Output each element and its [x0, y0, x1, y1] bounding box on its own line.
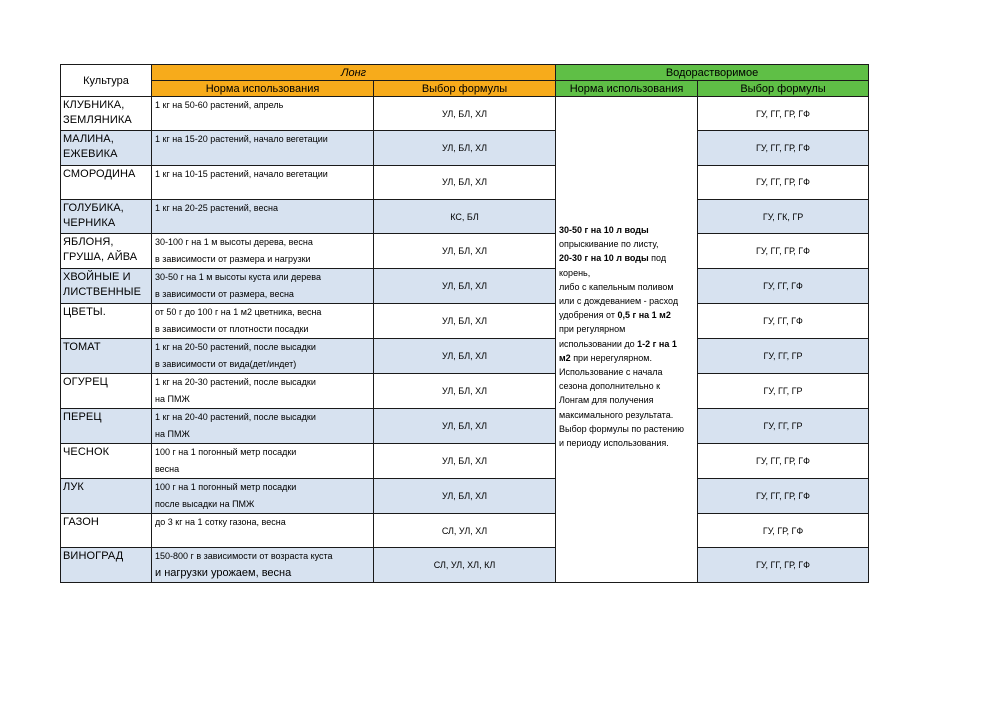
- water-norm-dose-irregular: 1-2 г на 1: [637, 338, 677, 349]
- long-norm-cell: [152, 444, 374, 479]
- long-norm-line-1: 1 кг на 20-50 растений, после высадки: [155, 342, 316, 353]
- long-formula: УЛ, БЛ, ХЛ: [374, 374, 556, 409]
- long-norm-line-2: и нагрузки урожаем, весна: [155, 567, 292, 580]
- long-norm-cell: [152, 514, 374, 548]
- water-norm-text: и периоду использования.: [559, 438, 669, 449]
- long-norm-cell: [152, 479, 374, 514]
- long-norm-cell: [152, 409, 374, 444]
- water-norm-text: корень,: [559, 267, 591, 278]
- table-row: [61, 304, 869, 339]
- water-norm-text: под: [648, 253, 667, 264]
- header-culture: Культура: [61, 65, 152, 97]
- water-formula: ГУ, ГГ, ГР: [698, 409, 869, 444]
- water-formula: ГУ, ГГ, ГФ: [698, 304, 869, 339]
- water-norm-text: максимального результата.: [559, 409, 674, 420]
- long-norm-line-2: на ПМЖ: [155, 394, 190, 405]
- long-norm-line-1: до 3 кг на 1 сотку газона, весна: [155, 517, 286, 528]
- long-formula: КС, БЛ: [374, 199, 556, 233]
- long-norm-line-1: 1 кг на 20-30 растений, после высадки: [155, 377, 316, 388]
- water-norm-dose-regular: 0,5 г на 1 м2: [617, 310, 671, 321]
- fertilizer-table: [60, 64, 869, 583]
- water-formula: ГУ, ГГ, ГР, ГФ: [698, 444, 869, 479]
- water-norm-text: Выбор формулы по растению: [559, 423, 685, 434]
- table-row: [61, 234, 869, 269]
- water-norm-text: при нерегулярном.: [570, 352, 652, 363]
- long-norm-line-1: 1 кг на 50-60 растений, апрель: [155, 100, 284, 110]
- long-norm-line-1: 1 кг на 10-15 растений, начало вегетации: [155, 168, 328, 179]
- water-formula: ГУ, ГР, ГФ: [698, 514, 869, 548]
- water-norm-dose-leaf: 30-50 г на 10 л воды: [559, 225, 649, 235]
- table-row: [61, 479, 869, 514]
- long-formula: УЛ, БЛ, ХЛ: [374, 234, 556, 269]
- culture-name: ГОЛУБИКА, ЧЕРНИКА: [61, 199, 152, 233]
- long-formula: УЛ, БЛ, ХЛ: [374, 479, 556, 514]
- long-formula: УЛ, БЛ, ХЛ: [374, 131, 556, 165]
- long-norm-line-1: 30-100 г на 1 м высоты дерева, весна: [155, 237, 313, 248]
- long-formula: УЛ, БЛ, ХЛ: [374, 339, 556, 374]
- long-norm-line-2: в зависимости от размера, весна: [155, 289, 294, 300]
- long-formula: УЛ, БЛ, ХЛ: [374, 269, 556, 304]
- water-formula: ГУ, ГГ, ГР, ГФ: [698, 234, 869, 269]
- long-norm-cell: [152, 131, 374, 165]
- long-formula: УЛ, БЛ, ХЛ: [374, 304, 556, 339]
- table-row: [61, 131, 869, 165]
- water-norm-text: Лонгам для получения: [559, 395, 654, 406]
- long-formula: УЛ, БЛ, ХЛ: [374, 409, 556, 444]
- culture-name: ТОМАТ: [61, 339, 152, 374]
- long-norm-line-2: после высадки на ПМЖ: [155, 499, 255, 510]
- table-row: [61, 97, 869, 131]
- long-norm-line-1: от 50 г до 100 г на 1 м2 цветника, весна: [155, 307, 322, 318]
- long-norm-line-1: 30-50 г на 1 м высоты куста или дерева: [155, 272, 321, 283]
- long-formula: УЛ, БЛ, ХЛ: [374, 444, 556, 479]
- long-norm-line-2: в зависимости от плотности посадки: [155, 324, 309, 335]
- long-norm-line-2: в зависимости от размера и нагрузки: [155, 254, 311, 265]
- table-row: [61, 548, 869, 583]
- table-row: [61, 444, 869, 479]
- table-row: [61, 339, 869, 374]
- long-norm-cell: [152, 374, 374, 409]
- header-water-soluble: Водорастворимое: [556, 65, 869, 81]
- header-water-formula: Выбор формулы: [698, 81, 869, 97]
- long-norm-line-2: в зависимости от вида(дет/индет): [155, 359, 297, 370]
- water-norm-text: удобрения от: [559, 310, 618, 321]
- culture-name: ВИНОГРАД: [61, 548, 152, 583]
- water-formula: ГУ, ГГ, ГР, ГФ: [698, 131, 869, 165]
- long-formula: СЛ, УЛ, ХЛ: [374, 514, 556, 548]
- long-norm-cell: [152, 339, 374, 374]
- long-norm-cell: [152, 548, 374, 583]
- long-norm-line-2: весна: [155, 464, 180, 475]
- table-row: [61, 199, 869, 233]
- long-norm-line-1: 1 кг на 15-20 растений, начало вегетации: [155, 134, 328, 145]
- culture-name: ГАЗОН: [61, 514, 152, 548]
- table-body: [61, 97, 869, 583]
- water-norm-text: либо с капельным поливом: [559, 281, 674, 292]
- water-norm-text: или с дождеванием - расход: [559, 296, 679, 307]
- table-row: [61, 165, 869, 199]
- header-long-formula: Выбор формулы: [374, 81, 556, 97]
- water-formula: ГУ, ГК, ГР: [698, 199, 869, 233]
- long-formula: СЛ, УЛ, ХЛ, КЛ: [374, 548, 556, 583]
- long-formula: УЛ, БЛ, ХЛ: [374, 97, 556, 131]
- water-norm-text: при регулярном: [559, 324, 626, 335]
- water-norm-cell: [556, 97, 698, 583]
- culture-name: ЯБЛОНЯ, ГРУША, АЙВА: [61, 234, 152, 269]
- long-norm-line-1: 100 г на 1 погонный метр посадки: [155, 447, 297, 458]
- table-row: [61, 409, 869, 444]
- culture-name: ЧЕСНОК: [61, 444, 152, 479]
- culture-name: СМОРОДИНА: [61, 165, 152, 199]
- culture-name: ХВОЙНЫЕ И ЛИСТВЕННЫЕ: [61, 269, 152, 304]
- culture-name: МАЛИНА, ЕЖЕВИКА: [61, 131, 152, 165]
- long-norm-line-2: на ПМЖ: [155, 429, 190, 440]
- long-norm-cell: [152, 304, 374, 339]
- long-norm-line-1: 1 кг на 20-40 растений, после высадки: [155, 412, 316, 423]
- long-norm-line-1: 150-800 г в зависимости от возраста куста: [155, 551, 333, 562]
- long-formula: УЛ, БЛ, ХЛ: [374, 165, 556, 199]
- table-row: [61, 514, 869, 548]
- water-formula: ГУ, ГГ, ГР, ГФ: [698, 165, 869, 199]
- water-formula: ГУ, ГГ, ГР, ГФ: [698, 97, 869, 131]
- long-norm-line-1: 100 г на 1 погонный метр посадки: [155, 482, 297, 493]
- long-norm-cell: [152, 269, 374, 304]
- water-norm-text: Использование с начала: [559, 367, 663, 378]
- long-norm-cell: [152, 165, 374, 199]
- header-water-norm: Норма использования: [556, 81, 698, 97]
- long-norm-cell: [152, 199, 374, 233]
- culture-name: КЛУБНИКА, ЗЕМЛЯНИКА: [61, 97, 152, 131]
- water-formula: ГУ, ГГ, ГР, ГФ: [698, 548, 869, 583]
- long-norm-line-1: 1 кг на 20-25 растений, весна: [155, 202, 278, 213]
- table-row: [61, 374, 869, 409]
- culture-name: ОГУРЕЦ: [61, 374, 152, 409]
- water-norm-dose-unit: м2: [559, 352, 571, 363]
- table-row: [61, 269, 869, 304]
- header-long: Лонг: [152, 65, 556, 81]
- culture-name: ЦВЕТЫ.: [61, 304, 152, 339]
- culture-name: ЛУК: [61, 479, 152, 514]
- water-norm-text: опрыскивание по листу,: [559, 239, 659, 250]
- water-norm-text: сезона дополнительно к: [559, 381, 661, 392]
- water-norm-dose-root: 20-30 г на 10 л воды: [559, 253, 649, 264]
- long-norm-cell: [152, 97, 374, 131]
- long-norm-cell: [152, 234, 374, 269]
- water-formula: ГУ, ГГ, ГР: [698, 339, 869, 374]
- water-formula: ГУ, ГГ, ГР: [698, 374, 869, 409]
- water-formula: ГУ, ГГ, ГР, ГФ: [698, 479, 869, 514]
- water-norm-text: использовании до: [559, 338, 638, 349]
- culture-name: ПЕРЕЦ: [61, 409, 152, 444]
- header-long-norm: Норма использования: [152, 81, 374, 97]
- water-formula: ГУ, ГГ, ГФ: [698, 269, 869, 304]
